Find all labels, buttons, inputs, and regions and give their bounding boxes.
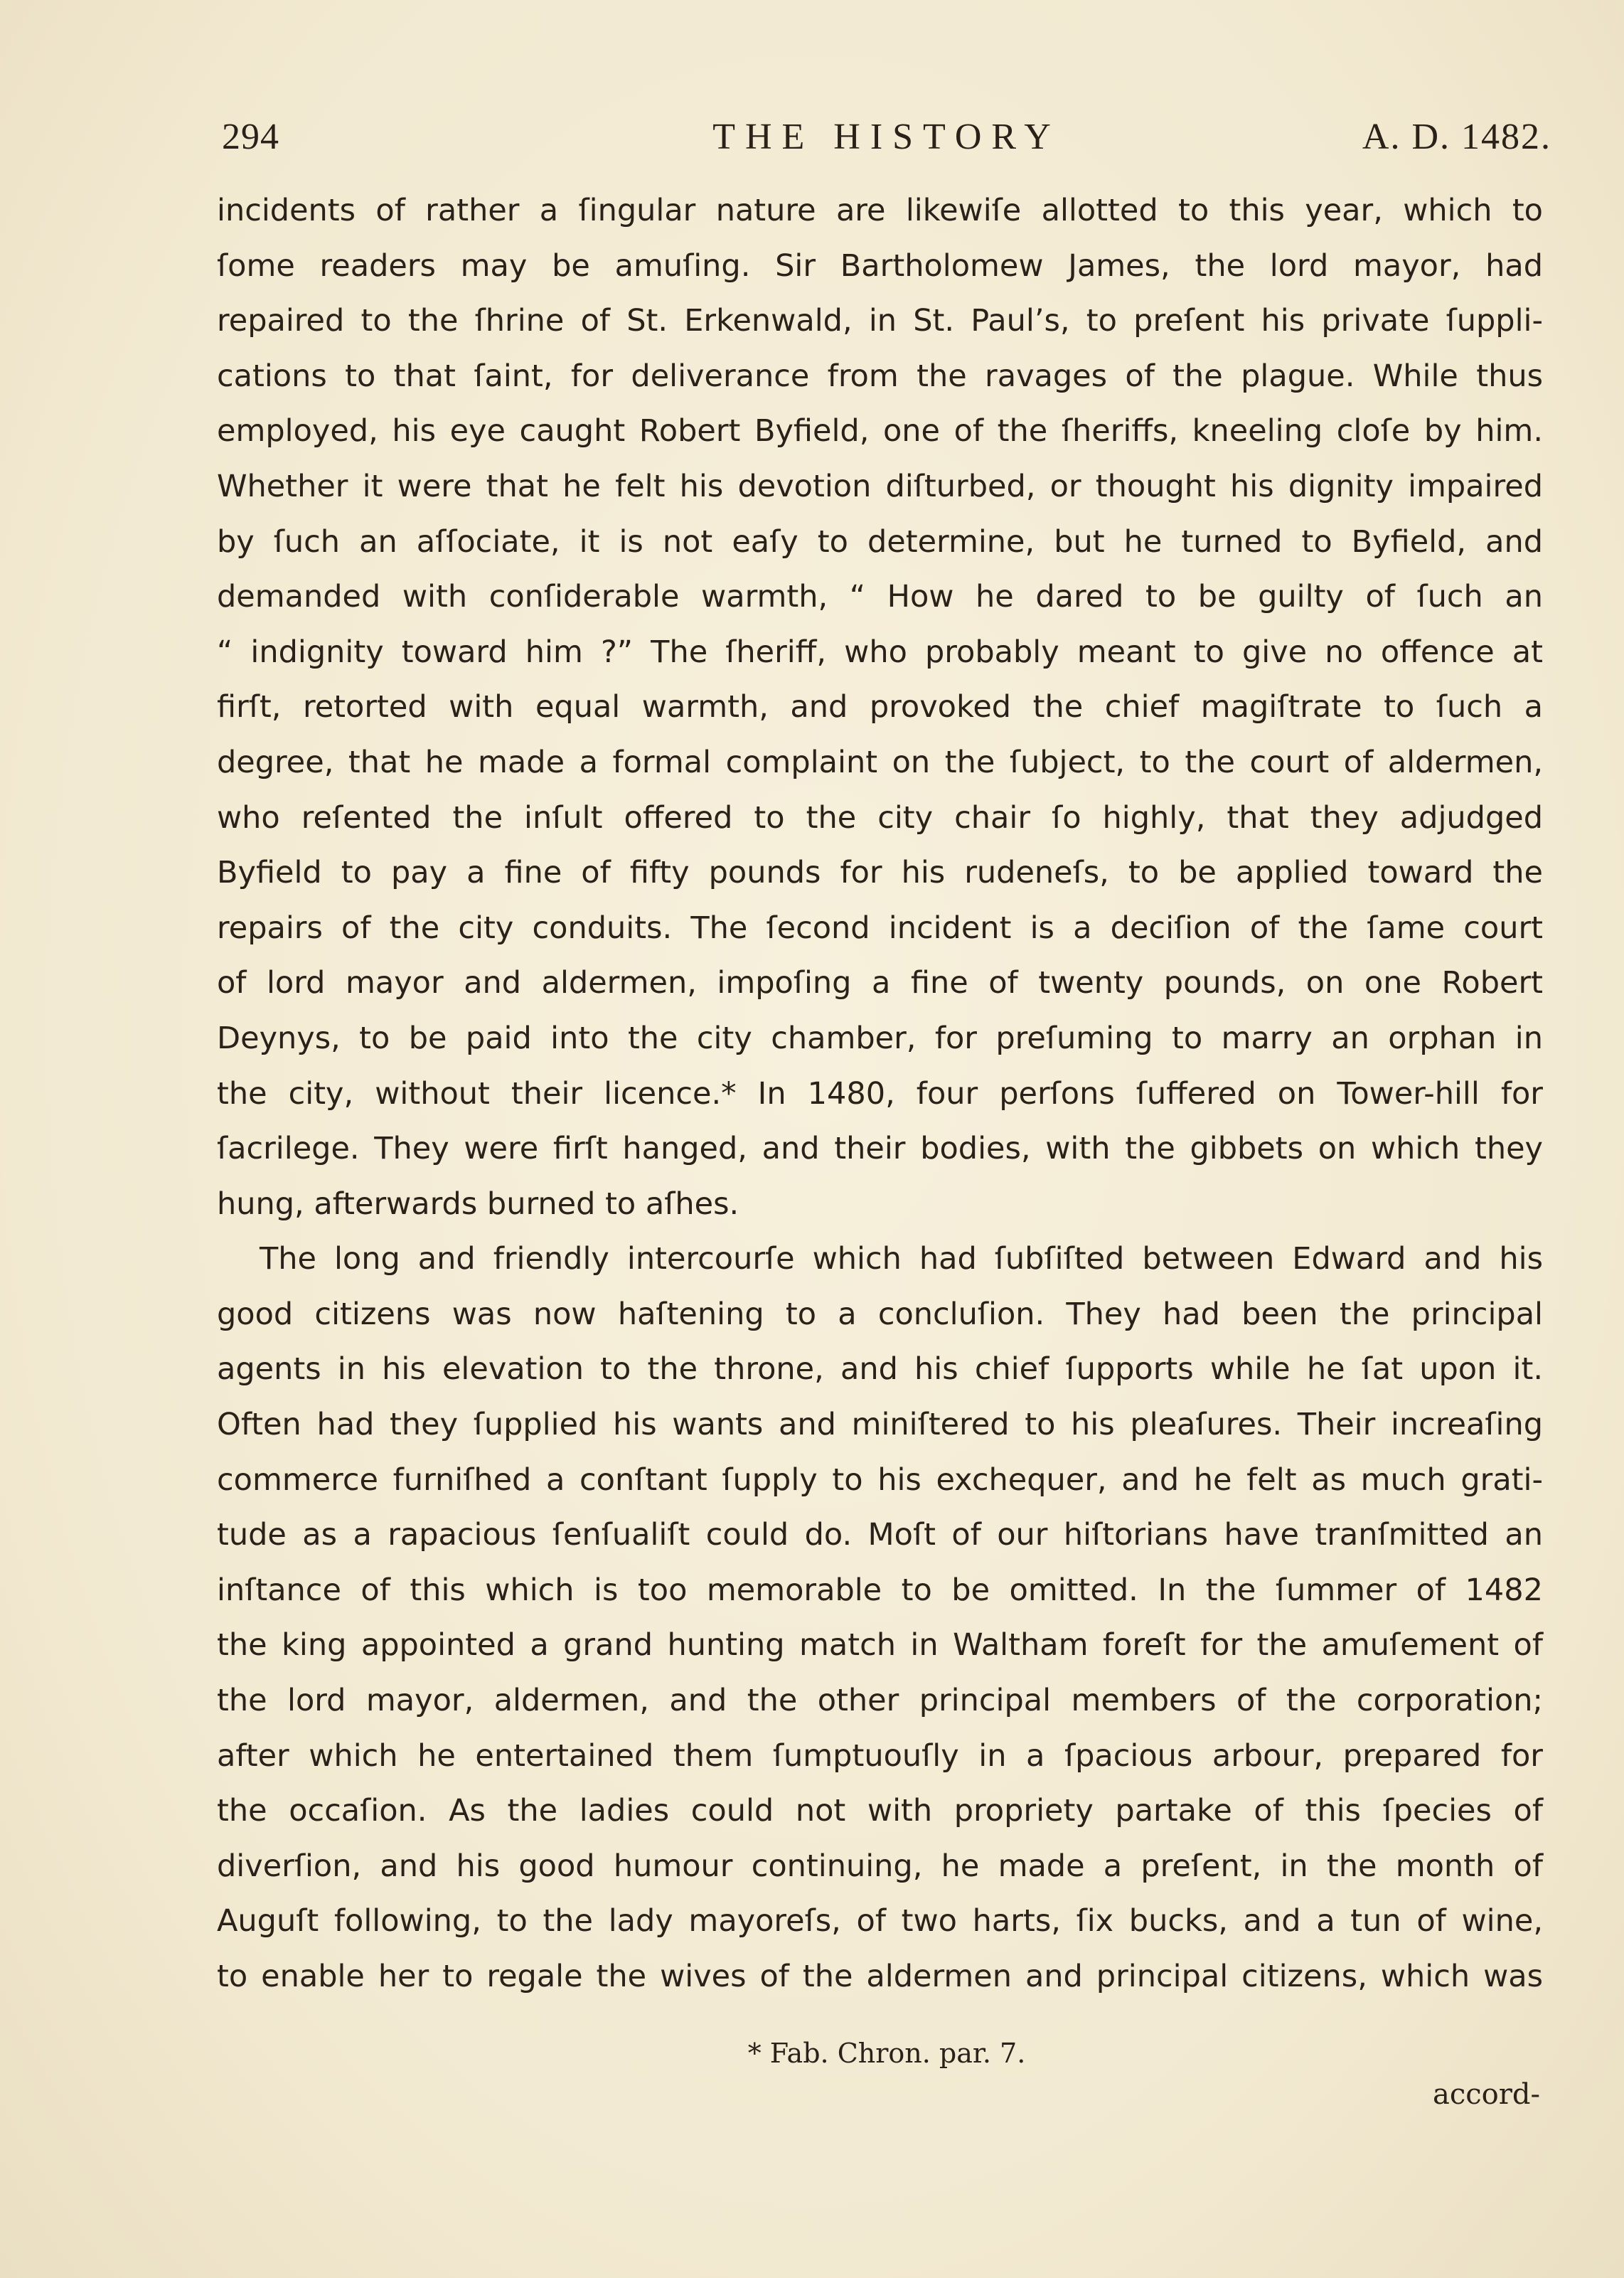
text-line: tude as a rapacious ſenſualiſt could do. Moſt of our hiſtorians have tranſmitted an [217, 1517, 1543, 1553]
text-line: demanded with conſiderable warmth, “ How he dared to be guilty of ſuch an [217, 579, 1543, 615]
text-line: agents in his elevation to the throne, and his chief ſupports while he ſat upon it. [217, 1351, 1543, 1388]
text-line: ſome readers may be amuſing. Sir Bartholomew James, the lord mayor, had [217, 248, 1543, 284]
text-line: cations to that ſaint, for deliverance from the ravages of the plague. While thus [217, 358, 1543, 394]
text-line: of lord mayor and aldermen, impoſing a fine of twenty pounds, on one Robert [217, 965, 1543, 1001]
text-line: The long and friendly intercourſe which had ſubſiſted between Edward and his [260, 1241, 1543, 1277]
catchword: accord- [1433, 2078, 1540, 2111]
text-line: after which he entertained them ſumptuouſly in a ſpacious arbour, prepared for [217, 1737, 1543, 1774]
text-line: degree, that he made a formal complaint on the ſubject, to the court of aldermen, [217, 744, 1543, 780]
text-line: firſt, retorted with equal warmth, and provoked the chief magiſtrate to ſuch a [217, 689, 1543, 725]
text-line: employed, his eye caught Robert Byfield, one of the ſheriffs, kneeling cloſe by him. [217, 413, 1543, 449]
text-line: who reſented the inſult offered to the city chair ſo highly, that they adjudged [217, 799, 1543, 836]
text-line: Whether it were that he felt his devotion diſturbed, or thought his dignity impaired [217, 468, 1543, 504]
text-line: good citizens was now haſtening to a concluſion. They had been the principal [217, 1296, 1543, 1332]
text-line: diverſion, and his good humour continuing, he made a preſent, in the month of [217, 1848, 1543, 1884]
text-line: the city, without their licence.* In 1480, four perſons ſuffered on Tower-hill for [217, 1075, 1543, 1112]
text-line: by ſuch an aſſociate, it is not eaſy to determine, but he turned to Byfield, and [217, 523, 1543, 560]
text-line: Auguſt following, to the lady mayoreſs, of two harts, ſix bucks, and a tun of wine, [217, 1903, 1543, 1939]
text-line: Often had they ſupplied his wants and miniſtered to his pleaſures. Their increaſing [217, 1407, 1543, 1443]
text-line: the lord mayor, aldermen, and the other principal members of the corporation; [217, 1683, 1543, 1719]
text-line: “ indignity toward him ?” The ſheriff, who probably meant to give no offence at [217, 634, 1543, 670]
text-line: repaired to the ſhrine of St. Erkenwald, in St. Paul’s, to preſent his private ſuppli- [217, 303, 1543, 339]
text-line: the king appointed a grand hunting match in Waltham foreſt for the amuſement of [217, 1627, 1543, 1664]
body-text [217, 183, 1543, 2005]
text-line: to enable her to regale the wives of the aldermen and principal citizens, which was [217, 1959, 1543, 1994]
text-line: Deynys, to be paid into the city chamber, for preſuming to marry an orphan in [217, 1020, 1543, 1056]
page-number: 294 [222, 117, 279, 157]
footnote: * Fab. Chron. par. 7. [747, 2038, 1026, 2069]
paragraph-1 [217, 183, 1543, 1232]
text-line: incidents of rather a ſingular nature are likewiſe allotted to this year, which to [217, 193, 1543, 228]
text-line: ſacrilege. They were firſt hanged, and their bodies, with the gibbets on which they [217, 1131, 1543, 1167]
text-line: repairs of the city conduits. The ſecond incident is a deciſion of the ſame court [217, 910, 1543, 946]
text-line: Byfield to pay a fine of fifty pounds for his rudeneſs, to be applied toward the [217, 855, 1543, 891]
text-line: commerce furniſhed a conſtant ſupply to his exchequer, and he felt as much grati- [217, 1462, 1543, 1498]
year-marker: A. D. 1482. [1362, 117, 1551, 157]
text-line: the occaſion. As the ladies could not with propriety partake of this ſpecies of [217, 1793, 1543, 1829]
text-line: inſtance of this which is too memorable to be omitted. In the ſummer of 1482 [217, 1572, 1543, 1608]
paragraph-2 [217, 1232, 1543, 2004]
text-line: hung, afterwards burned to aſhes. [217, 1186, 739, 1222]
running-title: THE HISTORY [712, 117, 1061, 157]
running-head [222, 112, 1551, 162]
